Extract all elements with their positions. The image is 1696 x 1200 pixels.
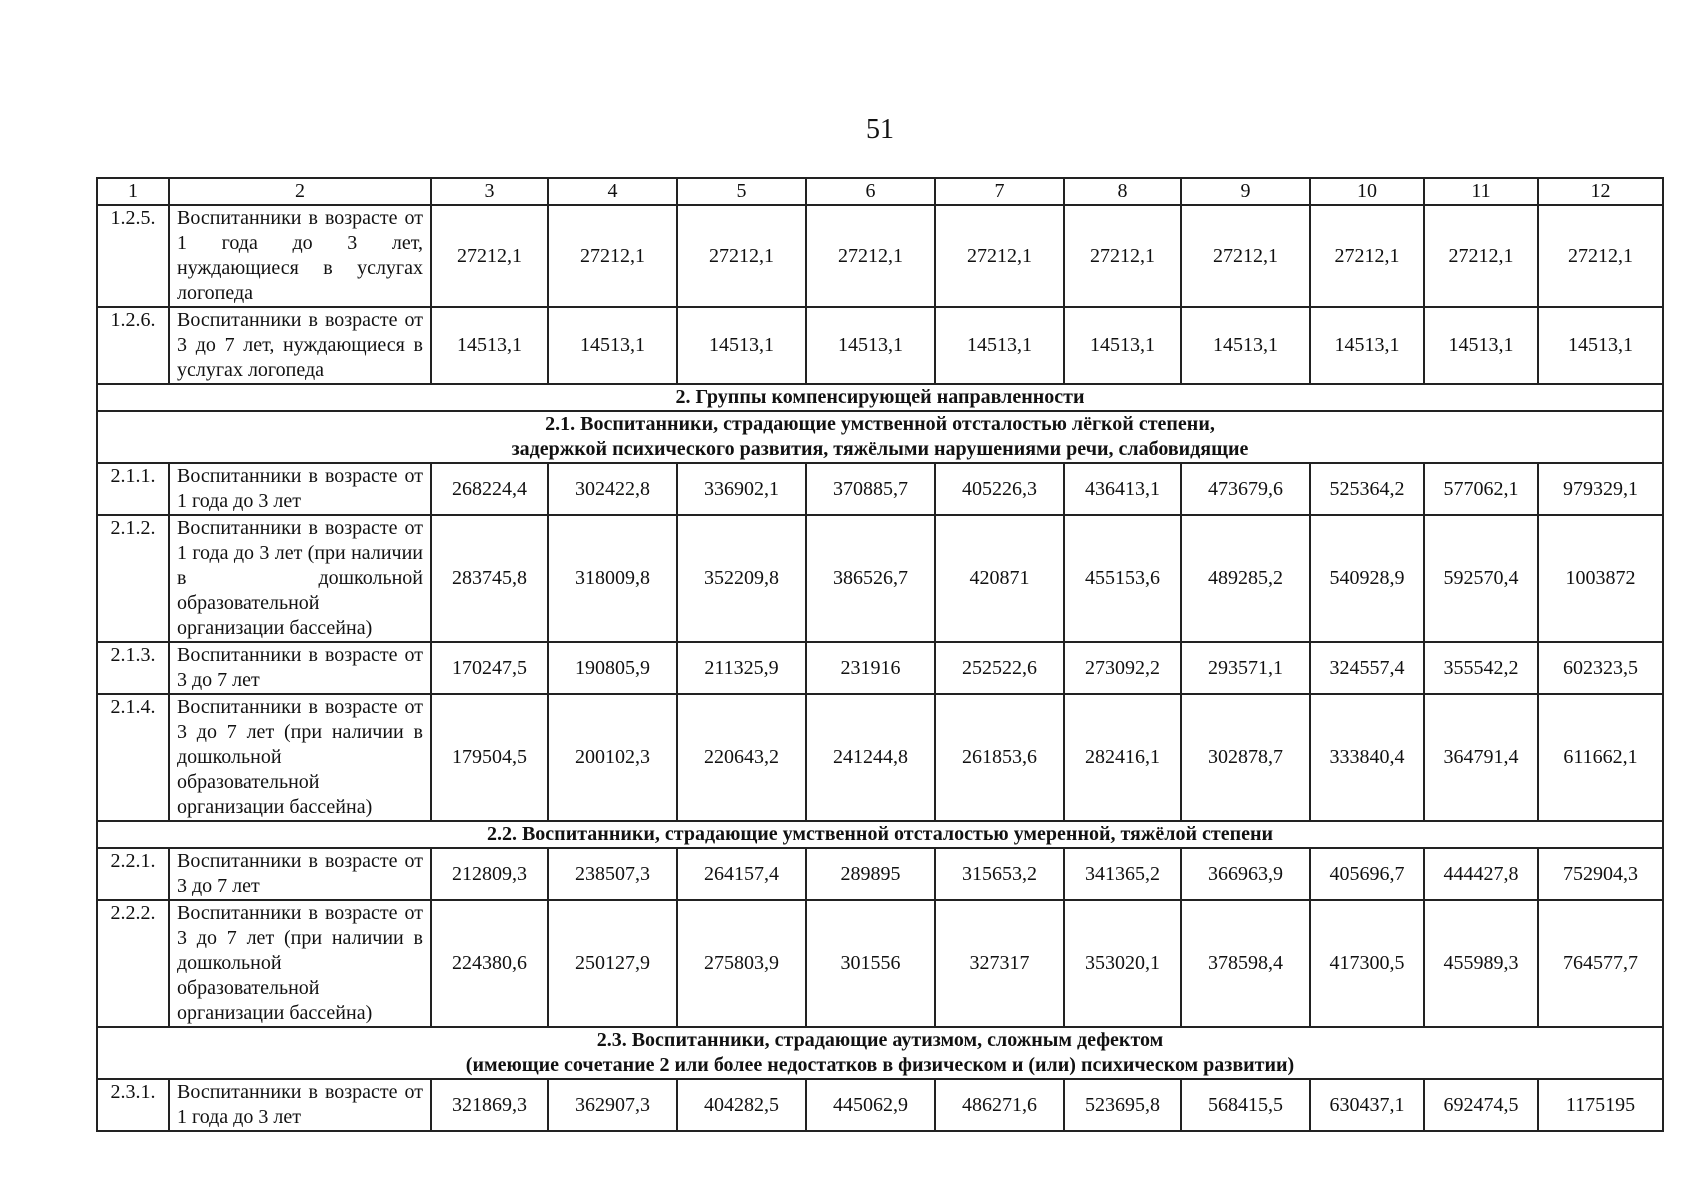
section-heading-row: [97, 411, 1663, 463]
value-cell: 179504,5: [431, 694, 548, 821]
value-cell: 473679,6: [1181, 463, 1310, 515]
section-heading-row: [97, 1027, 1663, 1079]
value-cell: 333840,4: [1310, 694, 1424, 821]
value-cell: 405226,3: [935, 463, 1064, 515]
tariff-table: [96, 177, 1664, 1132]
value-cell: 14513,1: [1181, 307, 1310, 384]
value-cell: 378598,4: [1181, 900, 1310, 1027]
row-code: 2.2.2.: [97, 900, 169, 1027]
section-heading: [97, 821, 1663, 848]
value-cell: 14513,1: [806, 307, 935, 384]
value-cell: 268224,4: [431, 463, 548, 515]
row-label: Воспитанники в возрасте от 1 года до 3 лет: [169, 1079, 431, 1131]
value-cell: 302422,8: [548, 463, 677, 515]
value-cell: 170247,5: [431, 642, 548, 694]
row-code: 1.2.5.: [97, 205, 169, 307]
value-cell: 568415,5: [1181, 1079, 1310, 1131]
value-cell: 577062,1: [1424, 463, 1538, 515]
section-heading-row: [97, 384, 1663, 411]
value-cell: 301556: [806, 900, 935, 1027]
value-cell: 302878,7: [1181, 694, 1310, 821]
value-cell: 336902,1: [677, 463, 806, 515]
value-cell: 611662,1: [1538, 694, 1663, 821]
value-cell: 14513,1: [1310, 307, 1424, 384]
value-cell: 212809,3: [431, 848, 548, 900]
table-row: [97, 1079, 1663, 1131]
section-heading-line: 2. Группы компенсирующей направленности: [675, 386, 1085, 408]
row-code: 1.2.6.: [97, 307, 169, 384]
value-cell: 27212,1: [1424, 205, 1538, 307]
table-body: [97, 178, 1663, 1131]
column-header: 1: [97, 178, 169, 205]
value-cell: 455153,6: [1064, 515, 1181, 642]
value-cell: 264157,4: [677, 848, 806, 900]
value-cell: 27212,1: [1064, 205, 1181, 307]
value-cell: 486271,6: [935, 1079, 1064, 1131]
value-cell: 27212,1: [548, 205, 677, 307]
value-cell: 327317: [935, 900, 1064, 1027]
column-header: 2: [169, 178, 431, 205]
value-cell: 318009,8: [548, 515, 677, 642]
value-cell: 525364,2: [1310, 463, 1424, 515]
value-cell: 321869,3: [431, 1079, 548, 1131]
value-cell: 14513,1: [1424, 307, 1538, 384]
value-cell: 420871: [935, 515, 1064, 642]
value-cell: 489285,2: [1181, 515, 1310, 642]
section-heading-line: 2.1. Воспитанники, страдающие умственной отсталостью лёгкой степени,: [545, 413, 1215, 435]
value-cell: 27212,1: [1538, 205, 1663, 307]
row-code: 2.1.2.: [97, 515, 169, 642]
value-cell: 540928,9: [1310, 515, 1424, 642]
column-header: 6: [806, 178, 935, 205]
value-cell: 14513,1: [677, 307, 806, 384]
column-header-row: [97, 178, 1663, 205]
row-code: 2.1.3.: [97, 642, 169, 694]
value-cell: 355542,2: [1424, 642, 1538, 694]
column-header: 11: [1424, 178, 1538, 205]
value-cell: 250127,9: [548, 900, 677, 1027]
section-heading-line: задержкой психического развития, тяжёлыми нарушениями речи, слабовидящие: [511, 438, 1249, 460]
value-cell: 211325,9: [677, 642, 806, 694]
table-row: [97, 900, 1663, 1027]
value-cell: 27212,1: [806, 205, 935, 307]
value-cell: 282416,1: [1064, 694, 1181, 821]
value-cell: 14513,1: [935, 307, 1064, 384]
value-cell: 241244,8: [806, 694, 935, 821]
value-cell: 238507,3: [548, 848, 677, 900]
row-label: Воспитанники в возрасте от 3 до 7 лет (при наличии в дошкольной образовательной организации бассейна): [169, 900, 431, 1027]
value-cell: 362907,3: [548, 1079, 677, 1131]
value-cell: 224380,6: [431, 900, 548, 1027]
page-number: 51: [866, 114, 894, 145]
value-cell: 405696,7: [1310, 848, 1424, 900]
value-cell: 353020,1: [1064, 900, 1181, 1027]
value-cell: 523695,8: [1064, 1079, 1181, 1131]
section-heading: [97, 411, 1663, 463]
column-header: 10: [1310, 178, 1424, 205]
row-label: Воспитанники в возрасте от 1 года до 3 лет (при наличии в дошкольной образовательной организации бассейна): [169, 515, 431, 642]
value-cell: 364791,4: [1424, 694, 1538, 821]
table-row: [97, 307, 1663, 384]
row-label: Воспитанники в возрасте от 1 года до 3 лет: [169, 463, 431, 515]
value-cell: 404282,5: [677, 1079, 806, 1131]
value-cell: 366963,9: [1181, 848, 1310, 900]
value-cell: 261853,6: [935, 694, 1064, 821]
row-code: 2.2.1.: [97, 848, 169, 900]
value-cell: 752904,3: [1538, 848, 1663, 900]
value-cell: 315653,2: [935, 848, 1064, 900]
value-cell: 27212,1: [935, 205, 1064, 307]
section-heading-line: 2.3. Воспитанники, страдающие аутизмом, сложным дефектом: [596, 1029, 1164, 1051]
value-cell: 289895: [806, 848, 935, 900]
value-cell: 190805,9: [548, 642, 677, 694]
section-heading-line: 2.2. Воспитанники, страдающие умственной отсталостью умеренной, тяжёлой степени: [486, 823, 1274, 845]
row-label: Воспитанники в возрасте от 3 до 7 лет: [169, 642, 431, 694]
value-cell: 27212,1: [1181, 205, 1310, 307]
value-cell: 352209,8: [677, 515, 806, 642]
value-cell: 341365,2: [1064, 848, 1181, 900]
value-cell: 1175195: [1538, 1079, 1663, 1131]
section-heading: [97, 1027, 1663, 1079]
value-cell: 27212,1: [431, 205, 548, 307]
column-header: 12: [1538, 178, 1663, 205]
value-cell: 27212,1: [677, 205, 806, 307]
value-cell: 275803,9: [677, 900, 806, 1027]
column-header: 3: [431, 178, 548, 205]
row-label: Воспитанники в возрасте от 3 до 7 лет: [169, 848, 431, 900]
table-row: [97, 642, 1663, 694]
value-cell: 692474,5: [1424, 1079, 1538, 1131]
value-cell: 417300,5: [1310, 900, 1424, 1027]
value-cell: 979329,1: [1538, 463, 1663, 515]
table-row: [97, 848, 1663, 900]
value-cell: 445062,9: [806, 1079, 935, 1131]
value-cell: 231916: [806, 642, 935, 694]
value-cell: 630437,1: [1310, 1079, 1424, 1131]
section-heading-line: (имеющие сочетание 2 или более недостатков в физическом и (или) психическом развитии): [465, 1054, 1295, 1076]
value-cell: 27212,1: [1310, 205, 1424, 307]
value-cell: 293571,1: [1181, 642, 1310, 694]
table-row: [97, 515, 1663, 642]
value-cell: 370885,7: [806, 463, 935, 515]
value-cell: 444427,8: [1424, 848, 1538, 900]
row-code: 2.1.1.: [97, 463, 169, 515]
value-cell: 1003872: [1538, 515, 1663, 642]
value-cell: 283745,8: [431, 515, 548, 642]
column-header: 4: [548, 178, 677, 205]
column-header: 8: [1064, 178, 1181, 205]
value-cell: 386526,7: [806, 515, 935, 642]
value-cell: 220643,2: [677, 694, 806, 821]
value-cell: 200102,3: [548, 694, 677, 821]
column-header: 5: [677, 178, 806, 205]
table-row: [97, 694, 1663, 821]
value-cell: 436413,1: [1064, 463, 1181, 515]
value-cell: 14513,1: [431, 307, 548, 384]
value-cell: 324557,4: [1310, 642, 1424, 694]
value-cell: 764577,7: [1538, 900, 1663, 1027]
value-cell: 592570,4: [1424, 515, 1538, 642]
value-cell: 14513,1: [1538, 307, 1663, 384]
table-row: [97, 205, 1663, 307]
value-cell: 455989,3: [1424, 900, 1538, 1027]
section-heading-row: [97, 821, 1663, 848]
value-cell: 252522,6: [935, 642, 1064, 694]
row-code: 2.3.1.: [97, 1079, 169, 1131]
row-label: Воспитанники в возрасте от 3 до 7 лет (при наличии в дошкольной образовательной организации бассейна): [169, 694, 431, 821]
row-label: Воспитанники в возрасте от 1 года до 3 лет, нуждающиеся в услугах логопеда: [169, 205, 431, 307]
column-header: 9: [1181, 178, 1310, 205]
value-cell: 14513,1: [548, 307, 677, 384]
table-row: [97, 463, 1663, 515]
row-label: Воспитанники в возрасте от 3 до 7 лет, нуждающиеся в услугах логопеда: [169, 307, 431, 384]
column-header: 7: [935, 178, 1064, 205]
value-cell: 14513,1: [1064, 307, 1181, 384]
row-code: 2.1.4.: [97, 694, 169, 821]
section-heading: [97, 384, 1663, 411]
value-cell: 273092,2: [1064, 642, 1181, 694]
value-cell: 602323,5: [1538, 642, 1663, 694]
